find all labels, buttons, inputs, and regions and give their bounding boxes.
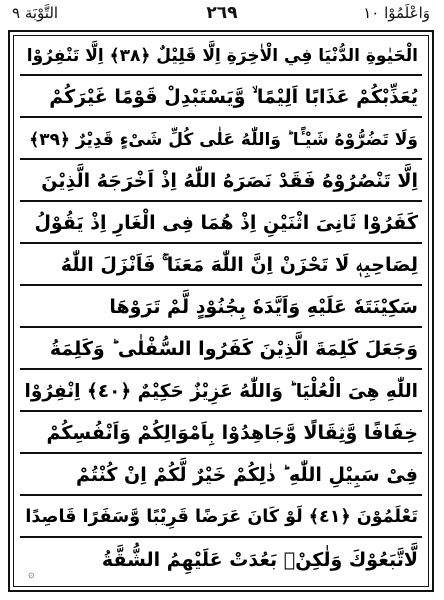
rub-marker: ۞ (28, 567, 35, 580)
line-text: تَعْلَمُوْنَ ﴿٤١﴾ لَوْ كَانَ عَرَضًا قَرِيْبًا وَّسَفَرًا قَاصِدًا (25, 507, 418, 527)
surah-name: التَّوْبَة ٩ (12, 4, 59, 22)
line-text: كَفَرُوْا ثَانِىَ اثْنَيْنِ اِذْ هُمَا فِى الْغَارِ اِذْ يَقُوْلُ (34, 212, 418, 234)
line-text: وَجَعَلَ كَلِمَةَ الَّذِيْنَ كَفَرُوا السُّفْلٰى ؕ وَكَلِمَةُ (49, 338, 418, 360)
text-line (20, 36, 422, 76)
text-line (20, 78, 422, 118)
line-text: لِصَاحِبِهٖ لَا تَحْزَنْ اِنَّ اللّٰهَ مَعَنَا ۚ فَاَنْزَلَ اللّٰهُ (60, 254, 418, 276)
line-text: وَلَا تَضُرُّوْهُ شَيْـًٔا ؕ وَاللّٰهُ عَلٰى كُلِّ شَىْءٍ قَدِيْرٌ ﴿٣٩﴾ (29, 129, 418, 150)
line-text: سَكِيْنَتَهٗ عَلَيْهِ وَاَيَّدَهٗ بِجُنُوْدٍ لَّمْ تَرَوْهَا (109, 296, 418, 318)
line-text: لَّاتَّبَعُوْكَ وَلٰكِنْۢ بَعُدَتْ عَلَيْهِمُ الشُّقَّةُ (101, 549, 418, 571)
text-line (20, 162, 422, 202)
page-number: ٢٦٩ (206, 3, 238, 23)
line-text: فِىْ سَبِيْلِ اللّٰهِ ؕ ذٰلِكُمْ خَيْرٌ لَّكُمْ اِنْ كُنْتُمْ (75, 464, 418, 486)
juz-name: وَاعْلَمُوْا ١٠ (363, 4, 430, 22)
text-line (20, 414, 422, 454)
text-line (20, 498, 422, 538)
line-text: الْحَيٰوةِ الدُّنْيَا فِي الْاٰخِرَةِ اِلَّا قَلِيْلٌ ﴿٣٨﴾ اِلَّا تَنْفِرُوْا (26, 45, 418, 66)
line-text: خِفَافًا وَّثِقَالًا وَّجَاهِدُوْا بِاَمْوَالِكُمْ وَاَنْفُسِكُمْ (46, 422, 418, 444)
text-line (20, 372, 422, 412)
line-text: اللّٰهِ هِىَ الْعُلْيَا ؕ وَاللّٰهُ عَزِيْزٌ حَكِيْمٌ ﴿٤٠﴾ اِنْفِرُوْا (24, 380, 418, 402)
text-line (20, 120, 422, 160)
text-line (20, 540, 422, 580)
text-line (20, 204, 422, 244)
text-line (20, 330, 422, 370)
page-header (0, 0, 444, 30)
page-frame (8, 30, 434, 592)
text-area (13, 35, 429, 587)
text-line (20, 246, 422, 286)
line-text: يُعَذِّبْكُمْ عَذَابًا اَلِيْمًا ۙ وَّيَسْتَبْدِلْ قَوْمًا غَيْرَكُمْ (49, 86, 418, 108)
line-text: اِلَّا تَنْصُرُوْهُ فَقَدْ نَصَرَهُ اللّٰهُ اِذْ اَخْرَجَهُ الَّذِيْنَ (41, 170, 418, 192)
text-line (20, 456, 422, 496)
text-line (20, 288, 422, 328)
